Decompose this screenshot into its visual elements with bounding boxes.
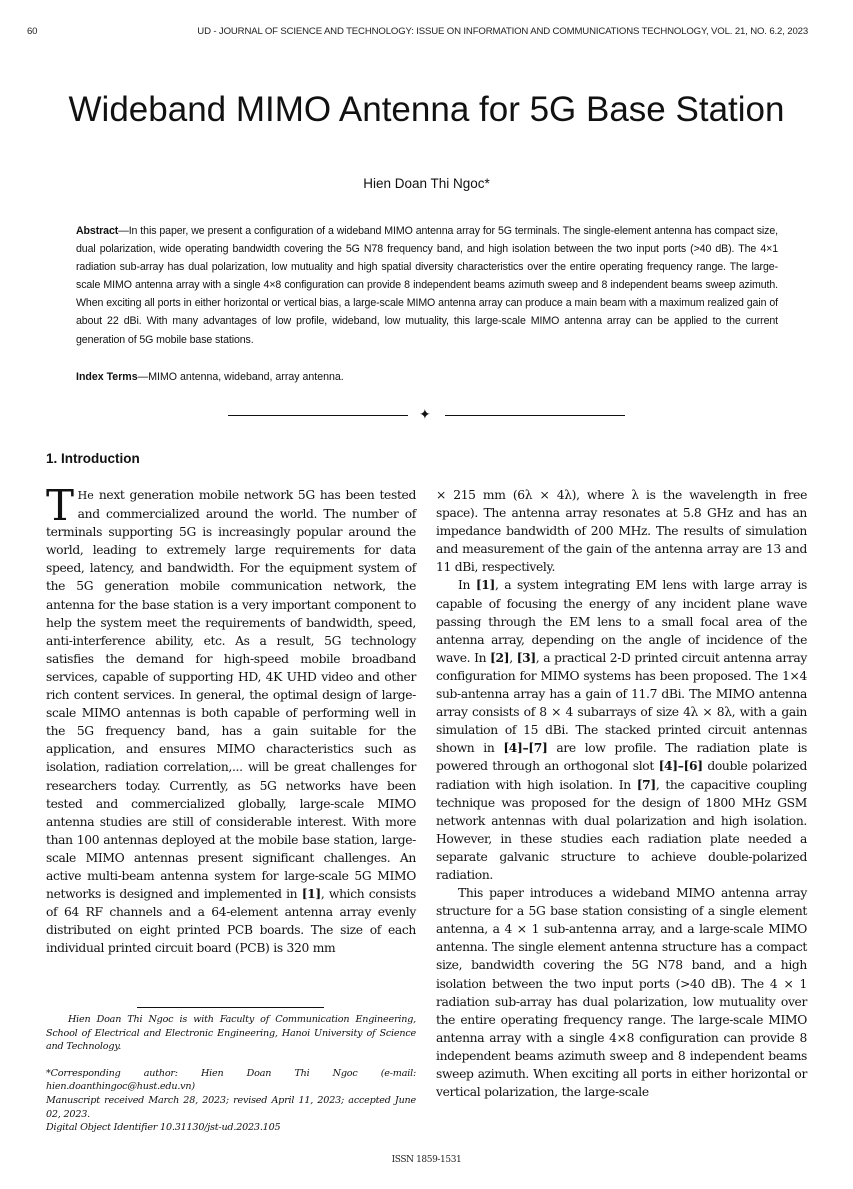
index-terms-dash: —: [137, 371, 149, 383]
index-terms: [76, 371, 778, 383]
footnote-doi: Digital Object Identifier 10.31130/jst-ud.2023.105: [46, 1122, 281, 1134]
citation-link[interactable]: [1]: [475, 577, 495, 593]
citation-link[interactable]: [4]–[6]: [658, 758, 703, 774]
abstract-text: In this paper, we present a configuration of a wideband MIMO antenna array for 5G terminals. The single-element antenna has compact size, dual polarization, wide operating bandwidth covering the 5G N78 frequency band, and high isolation between the two input ports (>40 dB). The 4×1 radiation sub-array has dual polarization, low mutuality and high spatial diversity characteristics over the entire operating frequency range. The large-scale MIMO antenna array with a single 4×8 configuration can provide 8 independent beams azimuth sweep and 8 independent beams sweep azimuth. When exciting all ports in either horizontal or vertical bias, a large-scale MIMO antenna array can produce a main beam with a maximum realized gain of about 22 dBi. With many advantages of low profile, wideband, low mutuality, this large-scale MIMO antenna array can be applied to the current generation of 5G mobile base stations.: [76, 225, 778, 346]
four-point-star-icon: ✦: [419, 407, 431, 423]
body-column-left: [46, 481, 416, 957]
separator-line-right: [445, 415, 625, 416]
abstract: [76, 222, 778, 349]
paragraph-text: ,: [509, 650, 517, 665]
drop-cap: T: [46, 481, 74, 530]
paragraph-text: , which consists of 64 RF channels and a 64-element antenna array evenly distributed on eight printed PCB boards. The size of each individual printed circuit board (PCB) is 320 mm: [46, 887, 416, 956]
citation-link[interactable]: [7]: [636, 776, 656, 792]
footnote-corresponding-author: *Corresponding author: Hien Doan Thi Ngoc (e-mail: hien.doanthingoc@hust.edu.vn): [46, 1067, 416, 1093]
section-heading-introduction: 1. Introduction: [46, 451, 140, 466]
citation-link[interactable]: [3]: [516, 649, 536, 665]
issn-footer: ISSN 1859-1531: [391, 1155, 462, 1165]
body-column-right: [436, 486, 807, 1101]
paragraph-text: next generation mobile network 5G has been tested and commercialized around the world. The number of terminals supporting 5G is increasingly popular around the world, leading to extremely large requirements for data speed, latency, and bandwidth. For the equipment system of the 5G generation mobile communication network, the antenna for the base station is a very important component to help the system meet the requirements of bandwidth, speed, anti-interference ability, etc. As a result, 5G technology satisfies the demand for high-speed mobile broadband services, capable of supporting HD, 4K UHD video and other rich content services. In general, the optimal design of large-scale MIMO antennas is both capable of performing well in the 5G frequency band, has a gain suitable for the application, and ensures MIMO characteristics such as isolation, radiation correlation,... will be great challenges for researchers today. Currently, as 5G networks have been tested and commercialized globally, large-scale MIMO antenna studies are still of considerable interest. With more than 100 antennas deployed at the mobile base station, large-scale MIMO antennas present significant challenges. An active multi-beam antenna system for large-scale 5G MIMO networks is designed and implemented in: [46, 488, 416, 902]
citation-link[interactable]: [1]: [301, 886, 321, 902]
citation-link[interactable]: [4]–[7]: [503, 740, 548, 756]
paragraph-text: In: [458, 578, 476, 593]
citation-link[interactable]: [2]: [490, 649, 510, 665]
running-head: [27, 26, 808, 40]
paragraph-text: double polarized radiation with high isolation. In: [436, 759, 807, 792]
author-name: Hien Doan Thi Ngoc*: [363, 176, 490, 191]
footnote-affiliation: Hien Doan Thi Ngoc is with Faculty of Communication Engineering, School of Electrical and Electronic Engineering, Hanoi University of Science and Technology.: [46, 1014, 416, 1053]
intro-paragraph-1: [46, 481, 416, 957]
paragraph-text: , the capacitive coupling technique was proposed for the design of 1800 MHz GSM network antennas with dual polarization and high isolation. However, in these studies each radiation plate needed a separate galvanic structure to achieve double-polarized radiation.: [436, 777, 808, 882]
footnotes: [46, 1013, 416, 1135]
paper-title: Wideband MIMO Antenna for 5G Base Station: [68, 90, 785, 130]
footnote-manuscript-dates: Manuscript received March 28, 2023; revised April 11, 2023; accepted June 02, 2023.: [46, 1094, 416, 1120]
separator-line-left: [228, 415, 408, 416]
paragraph-text: are low profile. The radiation plate is powered through an orthogonal slot: [436, 741, 807, 774]
intro-paragraph-3: This paper introduces a wideband MIMO antenna array structure for a 5G base station consisting of a single element antenna, a 4 × 1 sub-antenna array, and a large-scale MIMO antenna. The single element antenna structure has a compact size, bandwidth covering the 5G N78 band, and a high isolation between the two input ports (>40 dB). The 4 × 1 radiation sub-array has dual polarization, low mutuality over the entire operating frequency range. The large-scale MIMO antenna array with a single 4×8 configuration can provide 8 independent beams azimuth sweep and 8 independent beams sweep azimuth. When exciting all ports in either horizontal or vertical polarization, the large-scale: [436, 886, 807, 1100]
footnote-rule: [137, 1007, 324, 1008]
page-number: 60: [27, 26, 38, 37]
abstract-label: Abstract: [76, 225, 119, 237]
index-terms-text: MIMO antenna, wideband, array antenna.: [148, 371, 344, 383]
journal-name: UD - JOURNAL OF SCIENCE AND TECHNOLOGY: ISSUE ON INFORMATION AND COMMUNICATIONS TECHNOLOGY, VOL. 21, NO. 6.2, 2023: [197, 26, 808, 37]
abstract-dash: —: [118, 225, 129, 237]
intro-paragraph-2: [436, 576, 807, 884]
paragraph-text: , a practical 2-D printed circuit antenna array configuration for MIMO systems has been proposed. The 1×4 sub-antenna array has a gain of 11.7 dBi. The MIMO antenna array consists of 8 × 4 subarrays of size 4λ × 8λ, with a gain simulation of 15 dBi. The stacked printed circuit antennas shown in: [436, 650, 807, 756]
smallcaps-lead: He: [77, 489, 94, 502]
section-separator: [228, 408, 626, 422]
intro-paragraph-1-continued: × 215 mm (6λ × 4λ), where λ is the wavelength in free space). The antenna array resonates at 5.8 GHz and has an impedance bandwidth of 200 MHz. The results of simulation and measurement of the gain of the antenna array are 13 and 11 dBi, respectively.: [436, 488, 807, 575]
paragraph-text: , a system integrating EM lens with large array is capable of focusing the energy of any incident plane wave passing through the EM lens to a small focal area of the antenna array, depending on the angle of incidence of the wave. In: [436, 578, 808, 665]
index-terms-label: Index Terms: [76, 371, 138, 383]
